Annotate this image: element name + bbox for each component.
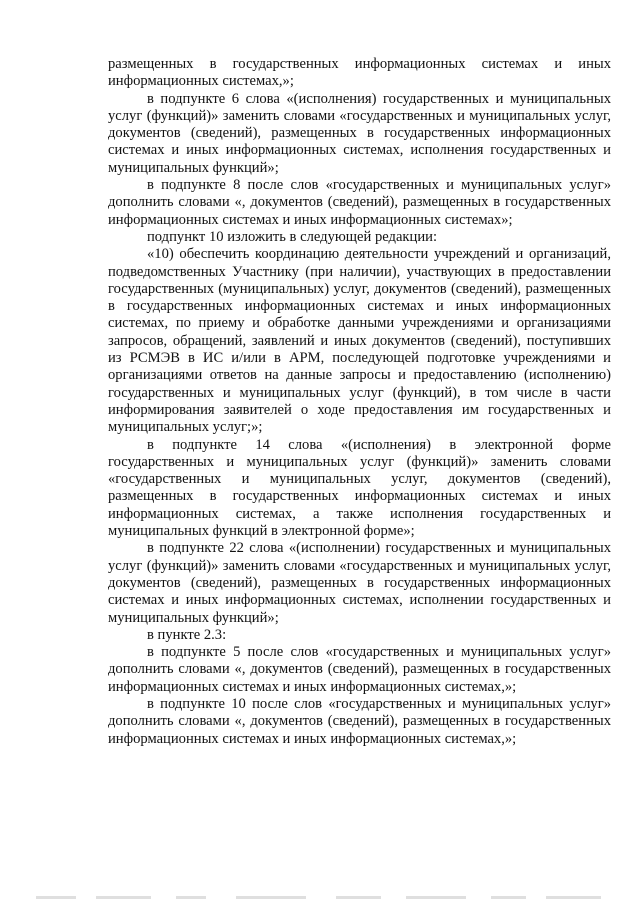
- paragraph-subitem-10-text: «10) обеспечить координацию деятельности учреждений и организаций, подведомственных Участнику (при наличии), участвующих в предоставлении государственных (муниципальных) услуг, документов (сведений), размещенных в государственных информационных системах и иных информационных системах, по приему и обработке данными учреждениями и организациями запросов, обращений, заявлений и иных документов (сведений), поступивших из РСМЭВ в ИС и/или в АРМ, последующей подготовке учреждениями и организациями ответов на данные запросы и предоставлению (исполнению) государственных и муниципальных услуг (функций), в том числе в части информирования заявителей о ходе предоставления им государственных и муниципальных услуг;»;: [108, 246, 611, 436]
- paragraph-subitem-14: в подпункте 14 слова «(исполнения) в электронной форме государственных и муниципальных услуг (функций)» заменить словами «государственных и муниципальных услуг, документов (сведений), размещенных в государственных информационных системах и иных информационных системах, а также исполнения государственных и муниципальных функций в электронной форме»;: [108, 436, 611, 540]
- paragraph-2-3-subitem-10: в подпункте 10 после слов «государственных и муниципальных услуг» дополнить словами «, документов (сведений), размещенных в государственных информационных системах и иных информационных системах,»;: [108, 695, 611, 747]
- paragraph-subitem-8: в подпункте 8 после слов «государственных и муниципальных услуг» дополнить словами «, документов (сведений), размещенных в государственных информационных системах и иных информационных системах»;: [108, 177, 611, 228]
- scan-mark: [546, 896, 601, 899]
- scan-mark: [176, 896, 206, 899]
- scan-mark: [236, 896, 306, 899]
- document-body: [108, 56, 611, 748]
- scan-mark: [36, 896, 76, 899]
- paragraph-subitem-22: в подпункте 22 слова «(исполнении) государственных и муниципальных услуг (функций)» заменить словами «государственных и муниципальных услуг, документов (сведений), размещенных в государственных информационных системах и иных информационных системах, исполнении государственных и муниципальных функций»;: [108, 540, 611, 626]
- paragraph-subitem-6: в подпункте 6 слова «(исполнения) государственных и муниципальных услуг (функций)» заменить словами «государственных и муниципальных услуг, документов (сведений), размещенных в государственных информационных системах и иных информационных системах, исполнения государственных и муниципальных функций»;: [108, 90, 611, 176]
- paragraph-2-3-subitem-5: в подпункте 5 после слов «государственных и муниципальных услуг» дополнить словами «, документов (сведений), размещенных в государственных информационных системах и иных информационных системах,»;: [108, 644, 611, 695]
- paragraph-item-2-3: в пункте 2.3:: [147, 626, 227, 643]
- scan-mark: [406, 896, 466, 899]
- scan-mark: [491, 896, 526, 899]
- scan-mark: [336, 896, 381, 899]
- paragraph-subitem-10-intro: подпункт 10 изложить в следующей редакции:: [147, 228, 438, 245]
- scan-mark: [96, 896, 151, 899]
- scan-footer-artifact: [36, 896, 606, 900]
- paragraph-1-continuation: размещенных в государственных информационных системах и иных информационных системах,»;: [108, 56, 611, 90]
